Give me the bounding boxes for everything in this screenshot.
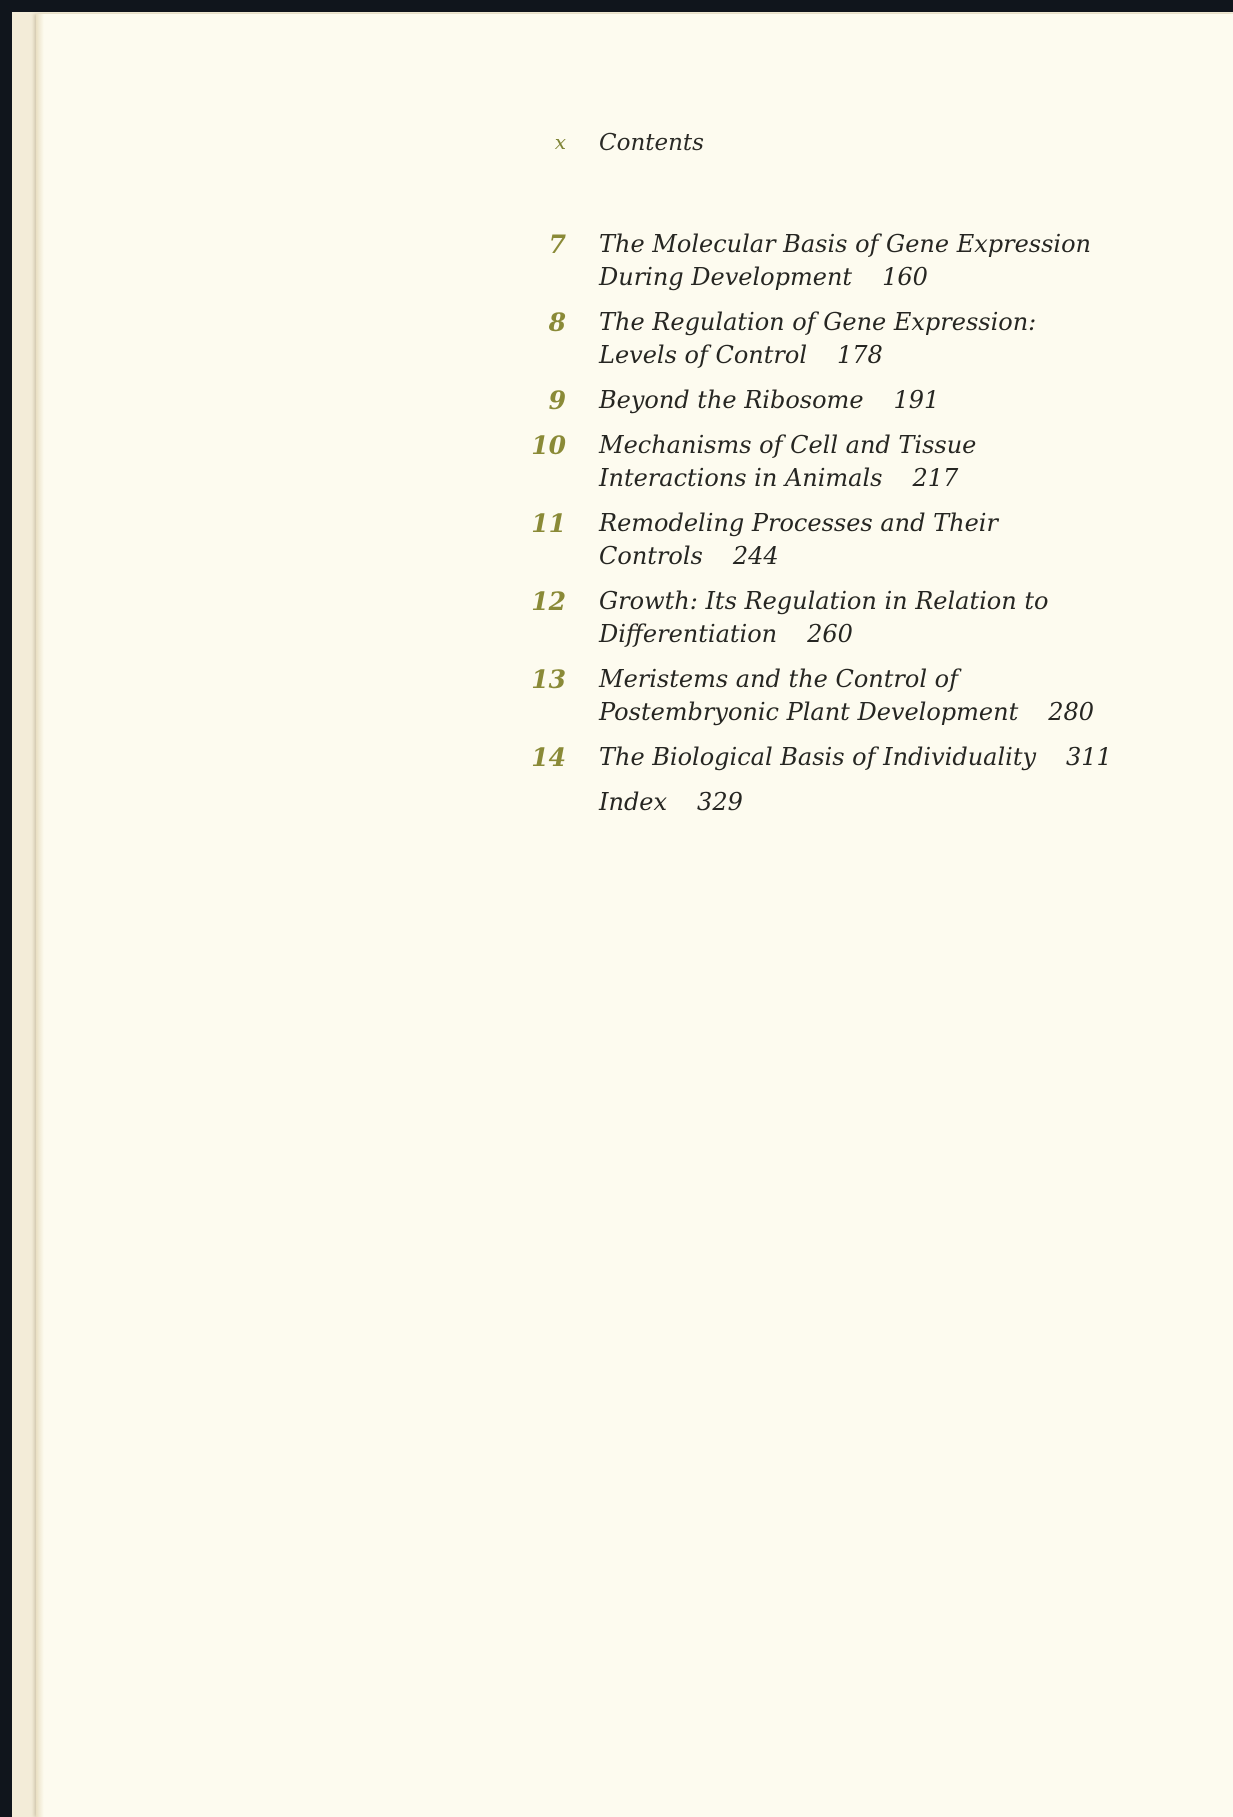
page-number: 160 — [882, 263, 928, 291]
chapter-title-line: Growth: Its Regulation in Relation to — [599, 587, 1049, 615]
chapter-title-line-last — [599, 339, 1229, 372]
toc-entry-index — [0, 786, 1233, 819]
chapter-number: 10 — [531, 431, 566, 460]
chapter-title-line-text: Controls — [599, 542, 703, 570]
chapter-number: 14 — [531, 743, 566, 772]
chapter-number: 8 — [548, 308, 566, 337]
chapter-number: 7 — [548, 230, 566, 259]
chapter-title-line-last — [599, 696, 1229, 729]
index-line — [599, 786, 1229, 819]
chapter-title — [599, 507, 1229, 573]
toc-entry-chapter-9 — [0, 384, 1233, 417]
chapter-title-line-text: Differentiation — [599, 620, 778, 648]
page-number: 244 — [732, 542, 779, 570]
toc-entry-chapter-10 — [0, 429, 1233, 495]
chapter-number: 12 — [531, 587, 566, 616]
index-title — [599, 786, 1229, 819]
page-number: 260 — [807, 620, 853, 648]
chapter-title-line-text: Postembryonic Plant Development — [599, 698, 1019, 726]
toc-entry-chapter-11 — [0, 507, 1233, 573]
chapter-title-line-last — [599, 261, 1229, 294]
toc-entry-chapter-7 — [0, 228, 1233, 294]
chapter-title-line-text: Levels of Control — [599, 341, 807, 369]
chapter-title-line: The Molecular Basis of Gene Expression — [599, 230, 1091, 258]
chapter-title — [599, 384, 1229, 417]
chapter-title-line-last — [599, 741, 1229, 774]
toc-entry-chapter-8 — [0, 306, 1233, 372]
page-number: 329 — [697, 788, 743, 816]
page-number: 280 — [1048, 698, 1095, 726]
chapter-title-line: The Regulation of Gene Expression: — [599, 308, 1037, 336]
chapter-title-line: Meristems and the Control of — [599, 665, 958, 693]
table-of-contents — [0, 228, 1233, 831]
chapter-title-line-last — [599, 618, 1229, 651]
toc-entry-chapter-14 — [0, 741, 1233, 774]
toc-entry-chapter-13 — [0, 663, 1233, 729]
chapter-title-line-text: Beyond the Ribosome — [599, 386, 864, 414]
chapter-number: 11 — [531, 509, 566, 538]
chapter-title-line-last — [599, 462, 1229, 495]
chapter-number: 9 — [548, 386, 566, 415]
chapter-title — [599, 228, 1229, 294]
running-head-title: Contents — [599, 130, 704, 156]
page-number: 217 — [912, 464, 959, 492]
chapter-title-line: Remodeling Processes and Their — [599, 509, 998, 537]
chapter-title — [599, 306, 1229, 372]
page-number: 311 — [1066, 743, 1112, 771]
chapter-number: 13 — [531, 665, 566, 694]
chapter-title — [599, 429, 1229, 495]
chapter-title-line-last — [599, 540, 1229, 573]
chapter-title-line-text: Interactions in Animals — [599, 464, 883, 492]
chapter-title — [599, 741, 1229, 774]
running-head — [0, 130, 1233, 162]
toc-entry-chapter-12 — [0, 585, 1233, 651]
chapter-title-line-text: The Biological Basis of Individuality — [599, 743, 1037, 771]
page-number: 178 — [837, 341, 883, 369]
chapter-title-line: Mechanisms of Cell and Tissue — [599, 431, 977, 459]
chapter-title — [599, 585, 1229, 651]
page-number: 191 — [893, 386, 940, 414]
page-folio: x — [554, 130, 566, 154]
chapter-title-line-last — [599, 384, 1229, 417]
chapter-title-line-text: During Development — [599, 263, 853, 291]
index-line-text: Index — [599, 788, 668, 816]
chapter-title — [599, 663, 1229, 729]
